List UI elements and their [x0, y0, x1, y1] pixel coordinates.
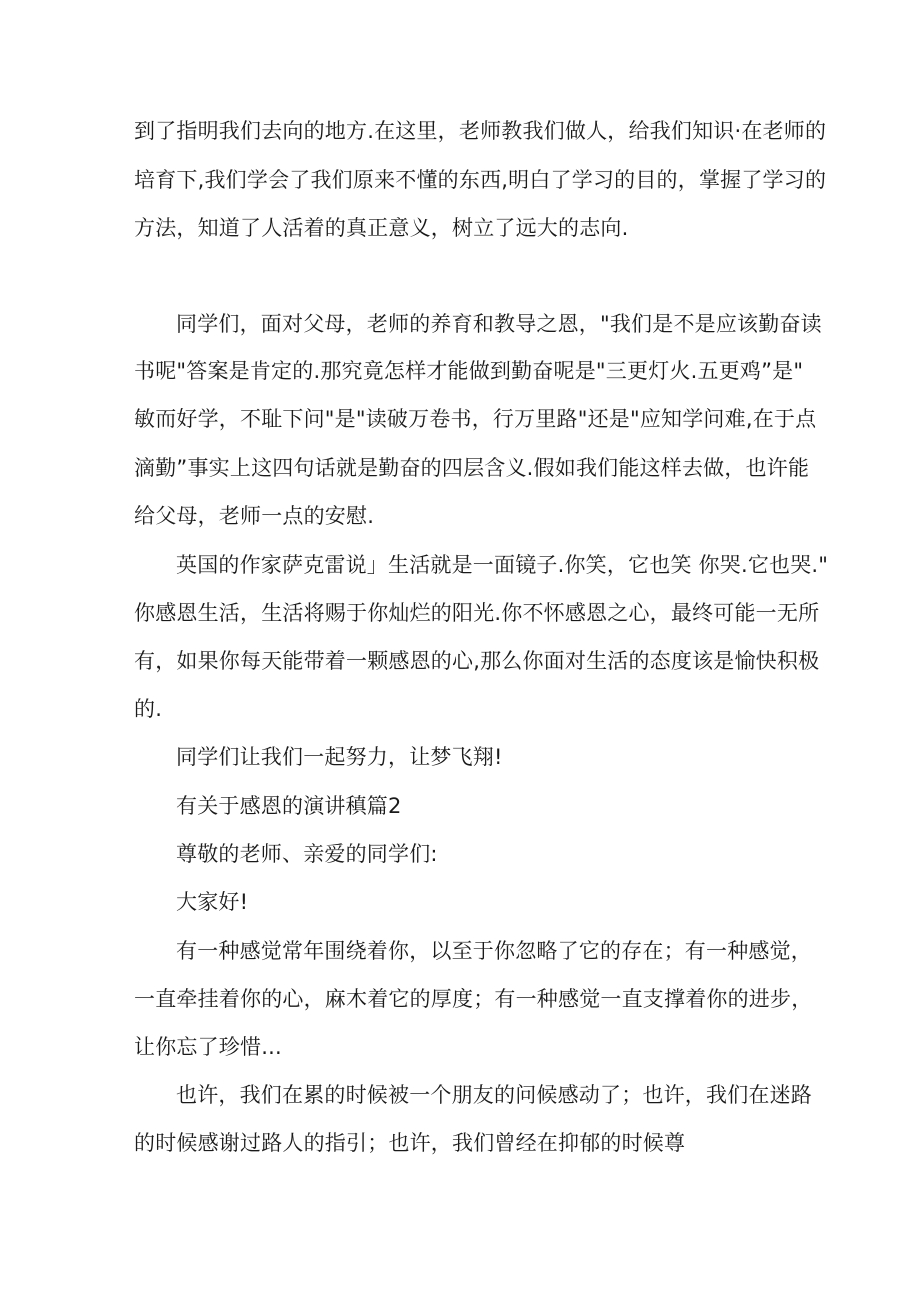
text-line: 同学们让我们一起努力，让梦飞翔! [176, 745, 503, 769]
text-line: 培育下,我们学会了我们原来不懂的东西,明白了学习的目的，掌握了学习的 [134, 168, 827, 192]
text-line: 有，如果你每天能带着一颗感恩的心,那么你面对生活的态度该是愉快积极 [134, 649, 820, 673]
text-line: 一直牵挂着你的心，麻木着它的厚度；有一种感觉一直支撑着你的进步， [134, 987, 813, 1011]
text-line: 的. [134, 697, 163, 721]
salutation: 尊敬的老师、亲爱的同学们: [176, 842, 438, 866]
text-line: 让你忘了珍惜... [134, 1035, 282, 1059]
text-line: 敏而好学，不耻下问"是"读破万卷书，行万里路"还是"应知学问难,在于点 [134, 407, 817, 431]
text-line: 到了指明我们去向的地方.在这里，老师教我们做人，给我们知识·在老师的 [134, 119, 827, 143]
text-line: 你感恩生活，生活将赐于你灿烂的阳光.你不怀感恩之心，最终可能一无所 [134, 601, 820, 625]
text-line: 有一种感觉常年围绕着你，以至于你忽略了它的存在；有一种感觉， [176, 939, 812, 963]
greeting: 大家好! [176, 890, 249, 914]
text-line: 的时候感谢过路人的指引；也许，我们曾经在抑郁的时候尊 [134, 1131, 686, 1155]
text-line: 同学们，面对父母，老师的养育和教导之恩，"我们是不是应该勤奋读 [176, 312, 822, 336]
text-line: 给父母，老师一点的安慰. [134, 504, 375, 528]
text-line: 也许，我们在累的时候被一个朋友的问候感动了；也许，我们在迷路 [176, 1083, 812, 1107]
text-line: 书呢"答案是肯定的.那究竟怎样才能做到勤奋呢是"三更灯火.五更鸡”是" [134, 359, 804, 383]
text-line: 滴勤”事实上这四句话就是勤奋的四层含义.假如我们能这样去做，也许能 [134, 456, 810, 480]
section-heading: 有关于感恩的演讲稹篇2 [176, 794, 402, 818]
text-line: 英国的作家萨克雷说」生活就是一面镜子.你笑，它也笑 你哭.它也哭." [176, 553, 829, 577]
text-line: 方法，知道了人活着的真正意义，树立了远大的志向. [134, 216, 629, 240]
